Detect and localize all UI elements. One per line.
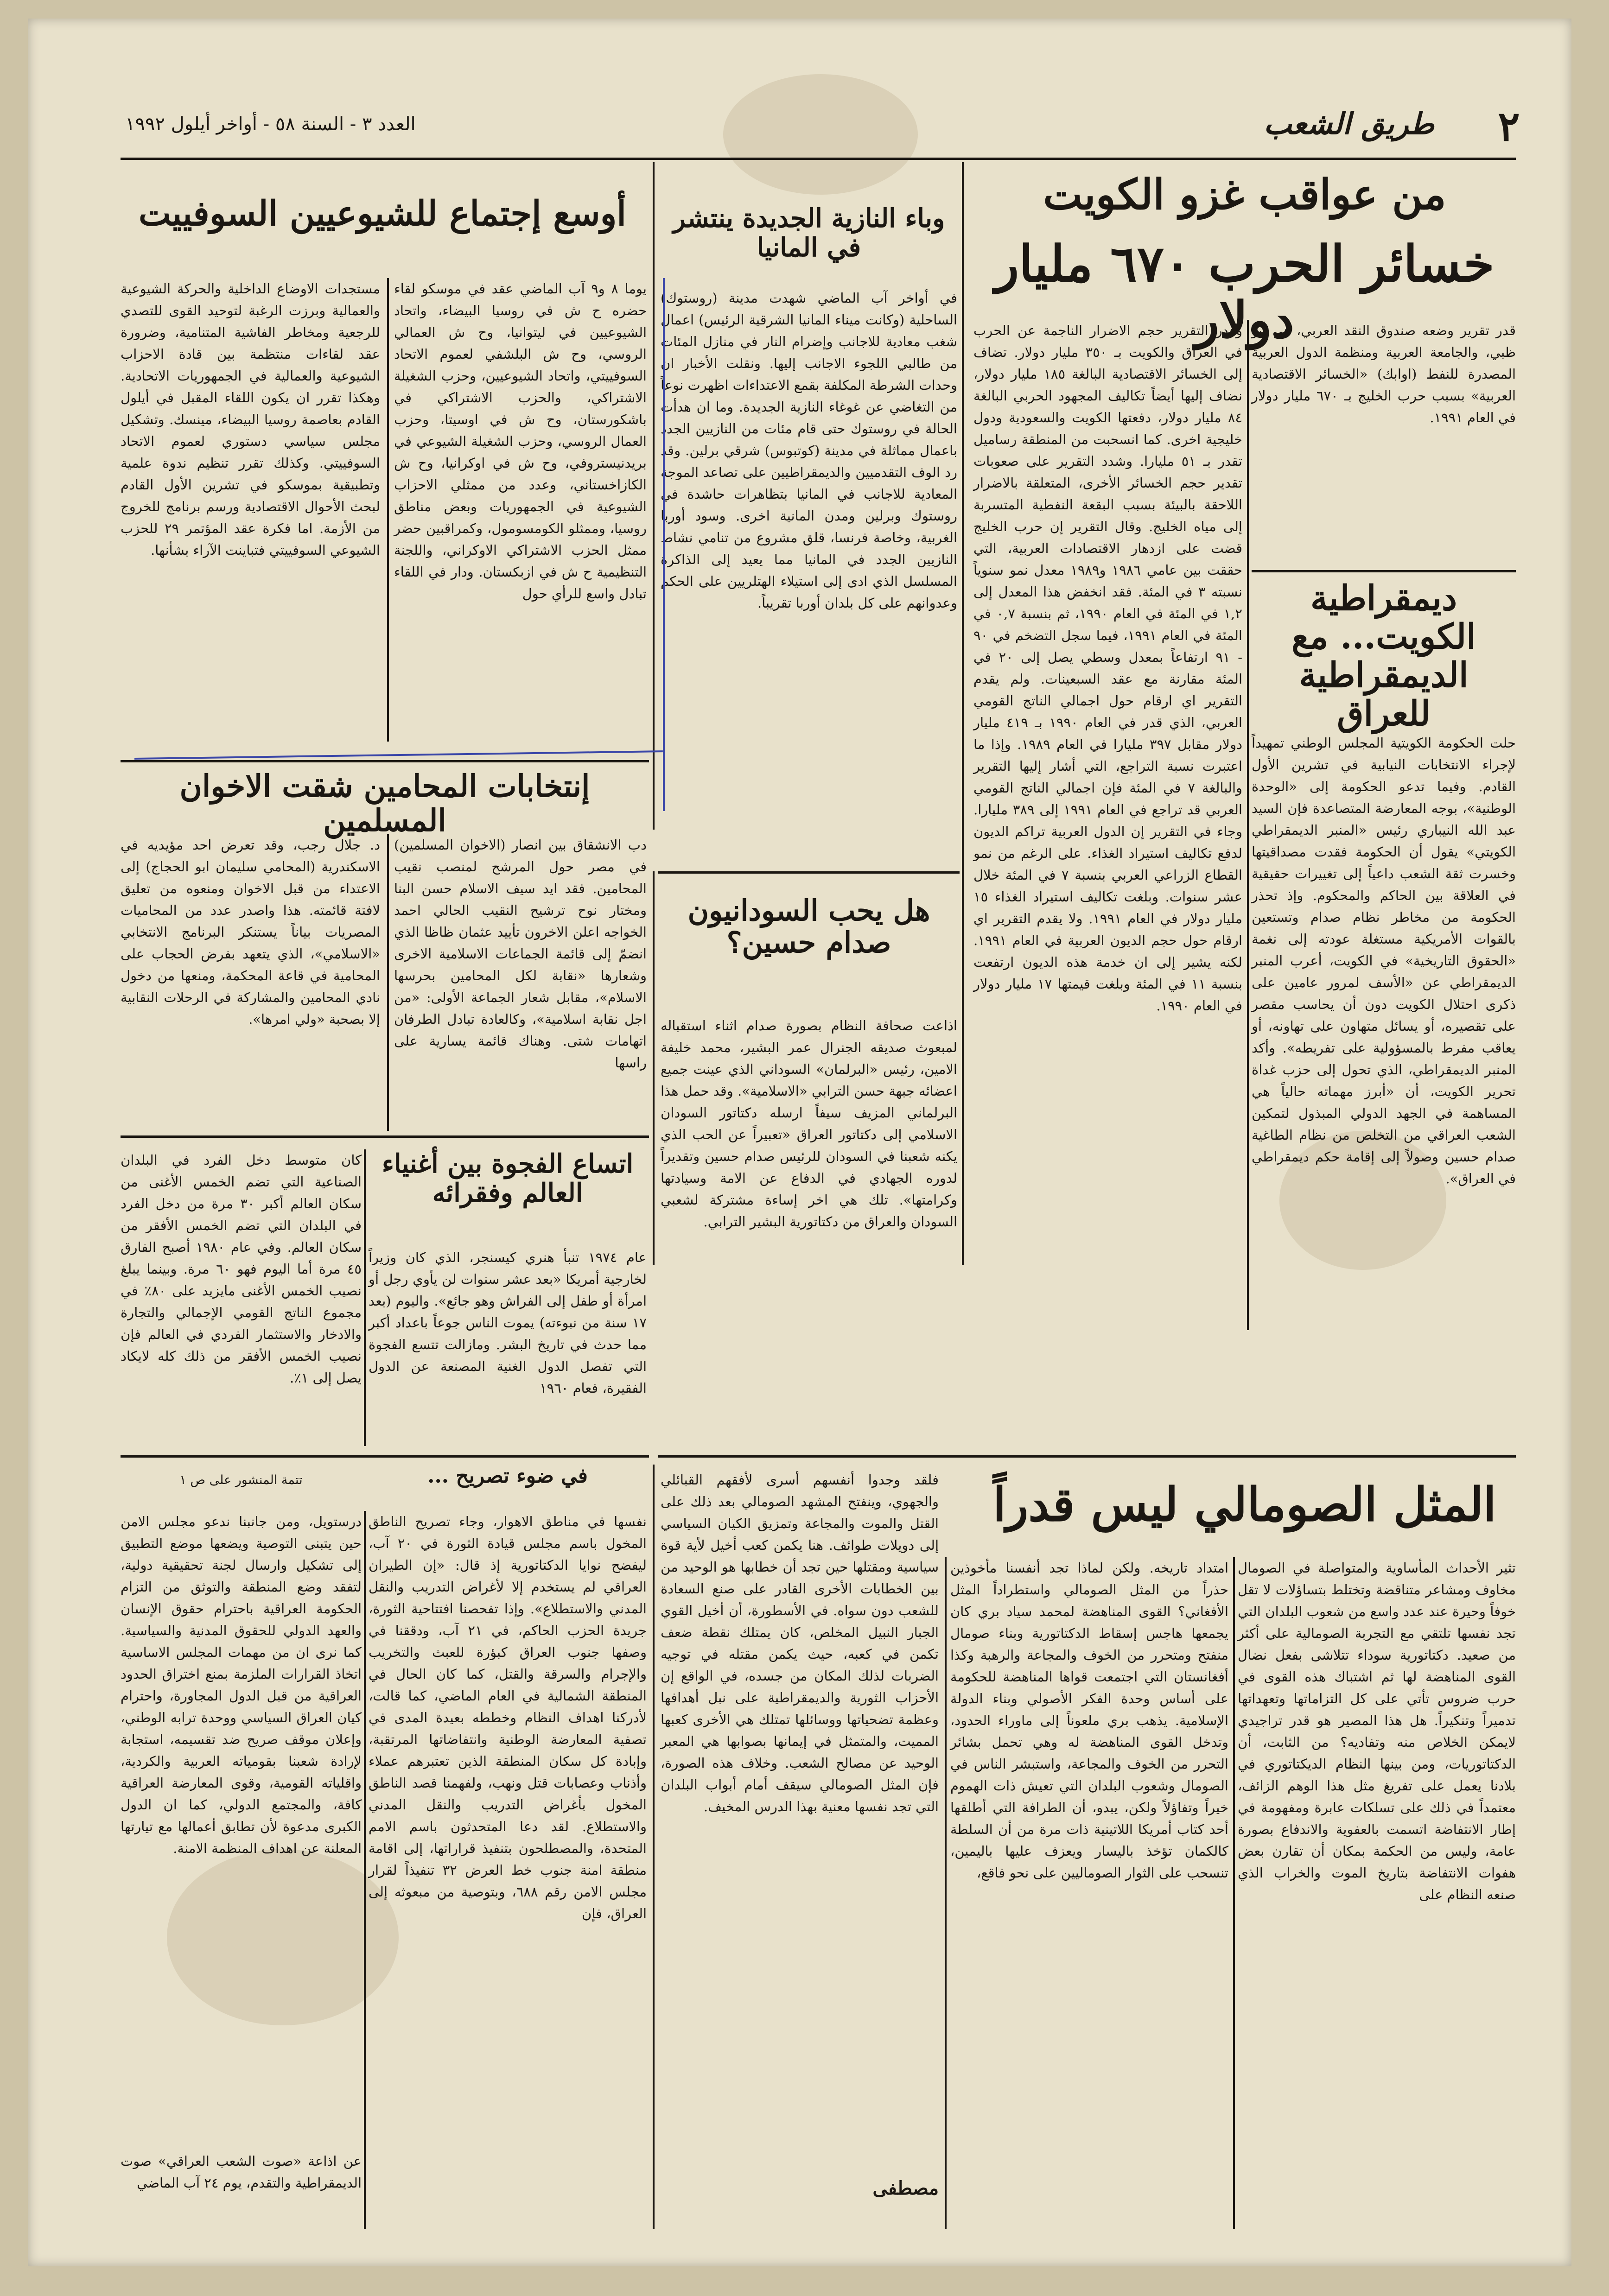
article-body <box>661 1015 957 1446</box>
article-title: أوسع إجتماع للشيوعيين السوفييت <box>139 194 626 234</box>
article-title: وباء النازية الجديدة ينتشر في المانيا <box>673 203 945 263</box>
article-title: خسائر الحرب ٦٧٠ مليار دولار <box>995 235 1495 349</box>
article-body <box>1252 732 1516 1330</box>
column-divider <box>945 1557 947 2229</box>
article-body-col <box>121 278 380 742</box>
paragraph: دب الانشقاق بين انصار (الاخوان المسلمين) في مصر حول المرشح لمنصب نقيب المحامين. فقد ايد سيف الاسلام حسن البنا ومختار نوح ترشيح النقيب الحالي احمد الخواجه اعلن الاخرون تأييد عثمان ظاظا الذي انضمّ إلى قائمة الجماعات الاسلامية الاخرى وشعارها «نقابة لكل المحامين بحرسها الاسلام»، مقابل شعار الجماعة الأولى: «من اجل نقابة اسلامية»، وكالعادة تبادل الطرفان اتهامات شتى. وهناك قائمة يسارية على راسها <box>394 837 647 1071</box>
article-kicker: من عواقب غزو الكويت <box>1043 170 1446 219</box>
pen-mark <box>134 750 663 760</box>
column-divider <box>653 1465 655 2229</box>
author-signature: مصطفى <box>872 2177 939 2199</box>
paragraph: وقدر التقرير حجم الاضرار الناجمة عن الحرب في العراق والكويت بـ ٣٥٠ مليار دولار. تضاف إلى الخسائر الاقتصادية البالغة ١٨٥ مليار دولار، نضاف إليها أيضاً تكاليف المجهود الحربي البالغة ٨٤ مليار دولار، دفعتها الكويت والسعودية ودول خليجية اخرى. كما انسحبت من المنطقة رساميل تقدر بـ ٥١ مليارا. وشدد التقرير على صعوبات تقدير حجم الخسائر الأخرى، المتعلقة بالاضرار اللاحقة بالبيئة بسبب البقعة النفطية المتسربة إلى مياه الخليج. وقال التقرير إن حرب الخليج قضت على ازدهار الاقتصادات العربية، التي حققت بين عامي ١٩٨٦ و١٩٨٩ معدل نمو سنوياً نسبته ٣ في المئة. فقد انخفض هذا المعدل إلى ١,٢ في المئة في العام ١٩٩٠، ثم بنسبة ٠,٧ في المئة في العام ١٩٩١، فيما سجل التضخم في ٩٠ - ٩١ ارتفاعاً بمعدل وسطي يصل إلى ٢٠ في المئة مقارنة مع عقد السبعينات. ولم يقدم التقرير اي ارقام حول اجمالي الناتج القومي العربي، الذي قدر في العام ١٩٩٠ بـ ٤١٩ مليار دولار مقابل ٣٩٧ مليارا في العام ١٩٨٩. وإذا ما اعتبرت نسبة التراجع، التي أشار إليها التقرير والبالغة ٧ في المئة فإن اجمالي الناتج القومي العربي قد تراجع في العام ١٩٩١ إلى ٣٨٩ مليارا. وجاء في التقرير إن الدول العربية تراكم الديون لدفع تكاليف استيراد الغذاء. على الرغم من نمو القطاع الزراعي العربي بنسبة ٧ في المئة خلال عشر سنوات. وبلغت تكاليف استيراد الغذاء ١٥ مليار دولار في العام ١٩٩١. ولا يقدم التقرير اي ارقام حول حجم الديون العربية في العام ١٩٩١. لكنه يشير إلى ان خدمة هذه الديون ارتفعت بنسبة ١١ في المئة وبلغت قيمتها ١٧ مليار دولار في العام ١٩٩٠. <box>973 323 1243 1014</box>
paragraph: فلقد وجدوا أنفسهم أسرى لأفقهم القبائلي والجهوي، وينفتح المشهد الصومالي بعد ذلك على القتل والموت والمجاعة وتمزيق الكيان السياسي إلى دويلات طوائف. هنا يكمن كعب أخيل لأية قوة سياسية ومقتلها حين تجد أن خطابها هو الوحيد من بين الخطابات الأخرى القادر على صنع السعادة للشعب دون سواه. في الأسطورة، أن أخيل القوي الجبار النبيل المخلص، كان يمتلك نقطة ضعف تكمن في كعبه، حيث يكمن مقتله في توجيه الضربات لذلك المكان من جسده، في الواقع إن الأحزاب الثورية والديمقراطية على نبل أهدافها وعظمة تضحياتها ووسائلها تمتلك هي الأخرى كعبها المميت، والمتمثل في إيمانها بصوابها هي المعبر الوحيد عن مصالح الشعب. وخلاف هذه الصورة، فإن المثل الصومالي سيقف أمام أبواب البلدان التي تجد نفسها معنية بهذا الدرس المخيف. <box>661 1472 939 1814</box>
paragraph: قدر تقرير وضعه صندوق النقد العربي، في أبو ظبي، والجامعة العربية ومنظمة الدول العربية المصدرة للنفط (اوابك) «الخسائر الاقتصادية العربية» بسبب حرب الخليج بـ ٦٧٠ مليار دولار في العام ١٩٩١. <box>1252 323 1516 425</box>
article-body-col <box>121 834 380 1131</box>
paper-stain <box>723 74 918 195</box>
paragraph: اذاعت صحافة النظام بصورة صدام اثناء استقباله لمبعوث صديقه الجنرال عمر البشير، محمد خليفة الامين، رئيس «البرلمان» السوداني الذي عينت جميع اعضائه جبهة حسن الترابي «الاسلامية». وقد حمل هذا البرلماني المزيف سيفاً ارسله دكتاتور السودان الاسلامي إلى دكتاتور العراق «تعبيراً عن الحب الذي يكنه شعبنا في السودان للرئيس صدام حسين وتقديراً لدوره الجهادي في الدفاع عن الامة وسيادتها وكرامتها». تلك هي اخر إساءة مشتركة لشعبي السودان والعراق من دكتاتورية البشير الترابي. <box>661 1018 957 1230</box>
column-divider <box>653 871 655 1265</box>
paragraph: امتداد تاريخه. ولكن لماذا تجد أنفسنا مأخوذين حذراً من المثل الصومالي واستطراداً المثل الأفغاني؟ القوى المناهضة لمحمد سياد بري كان يجمعها هاجس إسقاط الدكتاتورية وبناء صومال منفتح ومتحرر من الخوف والمجاعة والرهبة وكذا أفغانستان التي اجتمعت قواها المناهضة للحكومة على أساس وحدة الفكر الأصولي وبناء الدولة الإسلامية. يذهب بري ملعوناً إلى ماوراء الحدود، وتدخل القوى المناهضة له وهي تحمل بشائر التحرر من الخوف والمجاعة، واستبشر الناس في الصومال وشعوب البلدان التي تعيش ذات الهموم خيراً وتفاؤلاً ولكن، يبدو، أن الطرافة التي أطلقها أحد كتاب أمريكا اللاتينية ذات مرة من أن السلطة كالكمان تؤخذ باليسار ويعزف عليها باليمين، تنسحب على الثوار الصوماليين على نحو فاقع، <box>950 1560 1228 1881</box>
article-body-col <box>394 278 647 742</box>
paragraph: عام ١٩٧٤ تنبأ هنري كيسنجر، الذي كان وزيراً لخارجية أمريكا «بعد عشر سنوات لن يأوي رجل أو امرأة أو طفل إلى الفراش وهو جائع». واليوم (بعد ١٧ سنة من نبوءته) يموت الناس جوعاً باعداد أكبر مما حدث في تاريخ البشر. ومازالت تتسع الفجوة التي تفصل الدول الغنية المصنعة عن الدول الفقيرة، فعام ١٩٦٠ <box>369 1249 647 1396</box>
article-body-col <box>950 1557 1228 2229</box>
article-body-col <box>121 1511 362 2150</box>
continuation-note: تتمة المنشور على ص ١ <box>179 1473 303 1487</box>
paragraph: نفسها في مناطق الاهوار، وجاء تصريح الناطق المخول باسم مجلس قيادة الثورة في ٢٠ آب، ليفضح نوايا الدكتاتورية إذ قال: «إن الطيران العراقي لم يستخدم إلا لأغراض التدريب والنقل المدني والاستطلاع». وإذا تفحصنا افتتاحية الثورة، جريدة الحزب الحاكم، في ٢١ آب، ودققنا في وصفها جنوب العراق كبؤرة للعبث والتخريب والإجرام والسرقة والقتل، كما كان الحال في المنطقة الشمالية في العام الماضي، كما قالت، لأدركنا اهداف النظام وخططه بعيدة المدى في تصفية المعارضة الوطنية وانتفاضاتها المرتقبة، وإبادة كل سكان المنطقة الذين تعتبرهم عملاء وأذناب وعصابات قتل ونهب، ولفهمنا قصد الناطق المخول بأغراض التدريب والنقل المدني والاستطلاع. لقد دعا المتحدثون باسم الامم المتحدة، والمصطلحون بتنفيذ قراراتها، إلى اقامة منطقة امنة جنوب خط العرض ٣٢ تنفيذاً لقرار مجلس الامن رقم ٦٨٨، وبتوصية من مبعوثه إلى العراق، فإن <box>369 1514 647 1922</box>
section-rule <box>121 760 649 762</box>
section-rule <box>121 1455 649 1458</box>
page-number: ٢ <box>1498 102 1520 150</box>
paragraph: حلت الحكومة الكويتية المجلس الوطني تمهيداً لإجراء الانتخابات النيابية في تشرين الأول القادم. وفيما تدعو الحكومة إلى «الوحدة الوطنية»، بوجه المعارضة المتصاعدة فإن السيد عبد الله النيباري رئيس «المنبر الديمقراطي الكويتي» يقول أن الحكومة فقدت مصداقيتها وخسرت ثقة الشعب داعياً إلى تغييرات حقيقية في العلاقة بين الحاكم والمحكوم. وإذ تحذر الحكومة من مخاطر نظام صدام وتستعين بالقوات الأمريكية مستغلة عودته إلى نغمة «الحقوق التاريخية» في الكويت، أعرب المنبر الديمقراطي عن «الأسف لمرور عامين على ذكرى احتلال الكويت دون أن يحاسب مقصر على تقصيره، أو يسائل متهاون على تهاونه، أو يعاقب مفرط بالمسؤولية على تفريطه». وأكد المنبر الديمقراطي، الذي تحول إلى حزب غداة تحرير الكويت، أن «أبرز مهماته حالياً هي المساهمة في الجهد الدولي المبذول لتمكين الشعب العراقي من التخلص من نظام الطاغية صدام حسين وصولاً إلى إقامة حكم ديمقراطي في العراق». <box>1252 735 1516 1186</box>
paragraph: عن اذاعة «صوت الشعب العراقي» صوت الديمقراطية والتقدم، يوم ٢٤ آب الماضي <box>121 2153 362 2191</box>
article-body-col <box>121 1149 362 1446</box>
article-title: إنتخابات المحامين شقت الاخوان المسلمين <box>179 768 590 838</box>
article-title: المثل الصومالي ليس قدراً <box>993 1477 1496 1532</box>
column-divider <box>1247 320 1249 1330</box>
article-body-col <box>394 834 647 1131</box>
article-body-col <box>973 320 1242 1330</box>
paragraph: مستجدات الاوضاع الداخلية والحركة الشيوعية والعمالية وبرزت الرغبة لتوحيد القوى للتصدي للرجعية ومخاطر الفاشية المتنامية، وضرورة عقد لقاءات منتظمة بين قادة الاحزاب الشيوعية والعمالية في الجمهوريات الاتحادية. وهكذا تقرر ان يكون اللقاء المقبل في أيلول القادم بعاصمة روسيا البيضاء، مينسك. وتشكيل مجلس سياسي دستوري لعموم الاتحاد السوفييتي. وكذلك تقرر تنظيم ندوة علمية وتطبيقية بموسكو في تشرين الأول القادم لبحث الأحوال الاقتصادية ورسم برنامج للخروج من الأزمة. اما فكرة عقد المؤتمر ٢٩ للحزب الشيوعي السوفييتي فتباينت الآراء بشأنها. <box>121 281 380 558</box>
article-title: في ضوء تصريح ... <box>427 1464 588 1488</box>
column-divider <box>1233 1557 1235 2229</box>
article-title: ديمقراطية الكويت... مع الديمقراطية للعراق <box>1291 578 1476 734</box>
article-body-col <box>1252 320 1516 565</box>
article-title: هل يحب السودانيون صدام حسين؟ <box>687 894 930 960</box>
column-divider <box>364 1511 366 2229</box>
paragraph: كان متوسط دخل الفرد في البلدان الصناعية التي تضم الخمس الأغنى من سكان العالم أكبر ٣٠ مرة من دخل الفرد في البلدان التي تضم الخمس الأفقر من سكان العالم. وفي عام ١٩٨٠ أصبح الفارق ٤٥ مرة أما اليوم فهو ٦٠ مرة. وبينما يبلغ نصيب الخمس الأغنى مايزيد على ٨٠٪ في مجموع الناتج القومي الإجمالي والتجارة والادخار والاستثمار الفردي في العالم فإن نصيب الخمس الأفقر من ذلك كله لايكاد يصل إلى ١٪. <box>121 1152 362 1386</box>
issue-line: العدد ٣ - السنة ٥٨ - أواخر أيلول ١٩٩٢ <box>125 114 416 135</box>
article-body-col <box>1238 1557 1516 2229</box>
paragraph: د. جلال رجب، وقد تعرض احد مؤيديه في الاسكندرية (المحامي سليمان ابو الحجاج) إلى الاعتداء من قبل الاخوان ومنعوه من تعليق لافتة قائمته. هذا واصدر عدد من المحاميات المصريات بياناً يستنكر البرنامج الانتخابي «الاسلامي»، الذي يتعهد بفرض الحجاب على المحامية في قاعة المحكمة، ومنعها من دخول نادي المحامين والمشاركة في الرحلات النقابية إلا بصحبة «ولي امرها». <box>121 837 380 1027</box>
column-divider <box>364 1149 366 1446</box>
section-rule <box>121 1135 649 1138</box>
section-rule <box>658 1455 1516 1458</box>
paragraph: يوما ٨ و٩ آب الماضي عقد في موسكو لقاء حضره ح ش في روسيا البيضاء، واتحاد الشيوعيين في ليتوانيا، وح ش العمالي الروسي، وح ش البلشفي لعموم الاتحاد السوفييتي، واتحاد الشيوعيين، وحزب الشغيلة الاشتراكي، والحزب الاشتراكي في باشكورستان، وح ش في اوسيتا، وحزب العمال الروسي، وحزب الشغيلة الشيوعي في بريدنيستروفي، وح ش في اوكرانيا، وح ش الكازاخستاني، وعدد من ممثلي الاحزاب الشيوعية في الجمهوريات وبعض مناطق روسيا، وممثلو الكومسومول، وكمراقبين حضر ممثل الحزب الاشتراكي الاوكراني، واللجنة التنظيمية ح ش في ازبكستان. ودار في اللقاء تبادل واسع للرأي حول <box>394 281 647 602</box>
section-rule <box>1252 570 1516 572</box>
header-rule <box>121 158 1516 160</box>
article-title: اتساع الفجوة بين أغنياء العالم وفقرائه <box>382 1148 634 1208</box>
paragraph: تثير الأحداث المأساوية والمتواصلة في الصومال مخاوف ومشاعر متناقضة وتختلط بتساؤلات لا تقل خوفاً وحيرة عند عدد واسع من شعوب البلدان التي تجد نفسها تلتقي مع التجربة الصومالية على أكثر من صعيد. دكتاتورية سوداء تتلاشى بفعل نضال القوى المناهضة لها ثم اشتباك هذه القوى في حرب ضروس تأتي على كل التزاماتها وتعهداتها تدميراً وتنكيراً. هل هذا المصير هو قدر تراجيدي لايمكن الخلاص منه وتفاديه؟ من الثابت، أن الدكتاتوريات، ومن بينها النظام الديكتاتوري في بلادنا يعمل على تفريغ مثل هذا الوهم الزائف، معتمداً في ذلك على تسلكات عابرة ومفهومة في إطار الانتفاضة اتسمت بالعفوية والاندفاع بصورة عامة، وليس من الحكمة بمكان أن تقارن بعض هفوات الانتفاضة بتاريخ الموت والخراب الذي صنعه النظام على <box>1238 1560 1516 1903</box>
column-divider <box>387 834 389 1131</box>
newspaper-page <box>28 19 1571 2266</box>
article-source <box>121 2150 362 2229</box>
column-divider <box>387 278 389 742</box>
article-body-col <box>369 1511 647 2229</box>
article-body-col <box>369 1247 647 1446</box>
paragraph: في أواخر آب الماضي شهدت مدينة (روستوك) الساحلية (وكانت ميناء المانيا الشرقية الرئيس) اعمال شغب معادية للاجانب وإضرام النار في منازل المئات من طالبي اللجوء الاجانب إليها. ونقلت الأخبار ان وحدات الشرطة المكلفة بقمع الاعتداءات اظهرت نوعاً من التغاضي عن غوغاء النازية الجديدة. وما ان هدأت الحالة في روستوك حتى قام مئات من النازيين الجدد باعمال مماثلة في مدينة (كوتبوس) شرقي برلين. وقد رد الوف التقدميين والديمقراطيين على تصاعد الموجة المعادية للاجانب في المانيا بتظاهرات حاشدة في روستوك وبرلين ومدن المانية اخرى. وسود أوربا الغربية، وخاصة فرنسا، قلق مشروع من تنامي نشاط النازيين الجدد في المانيا مما يعيد إلى الذاكرة المسلسل الذي ادى إلى استيلاء الهتلريين على الحكم وعدوانهم على كل بلدان أوربا تقريباً. <box>661 290 957 611</box>
section-rule <box>658 871 960 874</box>
column-divider <box>653 162 655 830</box>
paragraph: درستويل، ومن جانبنا ندعو مجلس الامن حين يتبنى التوصية ويضعها موضع التطبيق إلى تشكيل وارسال لجنة تحقيقية دولية، لتفقد وضع المنطقة والتوثق من التزام الحكومة العراقية باحترام حقوق الإنسان والعهد الدولي للحقوق المدنية والسياسية. كما نرى ان من مهمات المجلس الاساسية اتخاذ القرارات الملزمة بمنع اختراق الحدود العراقية من قبل الدول المجاورة، واحترام كيان العراق السياسي ووحدة ترابه الوطني، وإعلان موقف صريح ضد تقسيمه، استجابة لإرادة شعبنا بقومياته العربية والكردية، واقلياته القومية، وقوى المعارضة العراقية كافة، والمجتمع الدولي، كما ان الدول الكبرى مدعوة لأن تطابق أعمالها مع تيارتها المعلنة عن اهداف المنظمة الامنة. <box>121 1514 362 1856</box>
article-body <box>661 287 957 862</box>
article-body-col <box>661 1469 939 2174</box>
pen-mark <box>663 278 665 811</box>
masthead-logo: طريق الشعب <box>1264 107 1434 141</box>
column-divider <box>962 162 964 1265</box>
